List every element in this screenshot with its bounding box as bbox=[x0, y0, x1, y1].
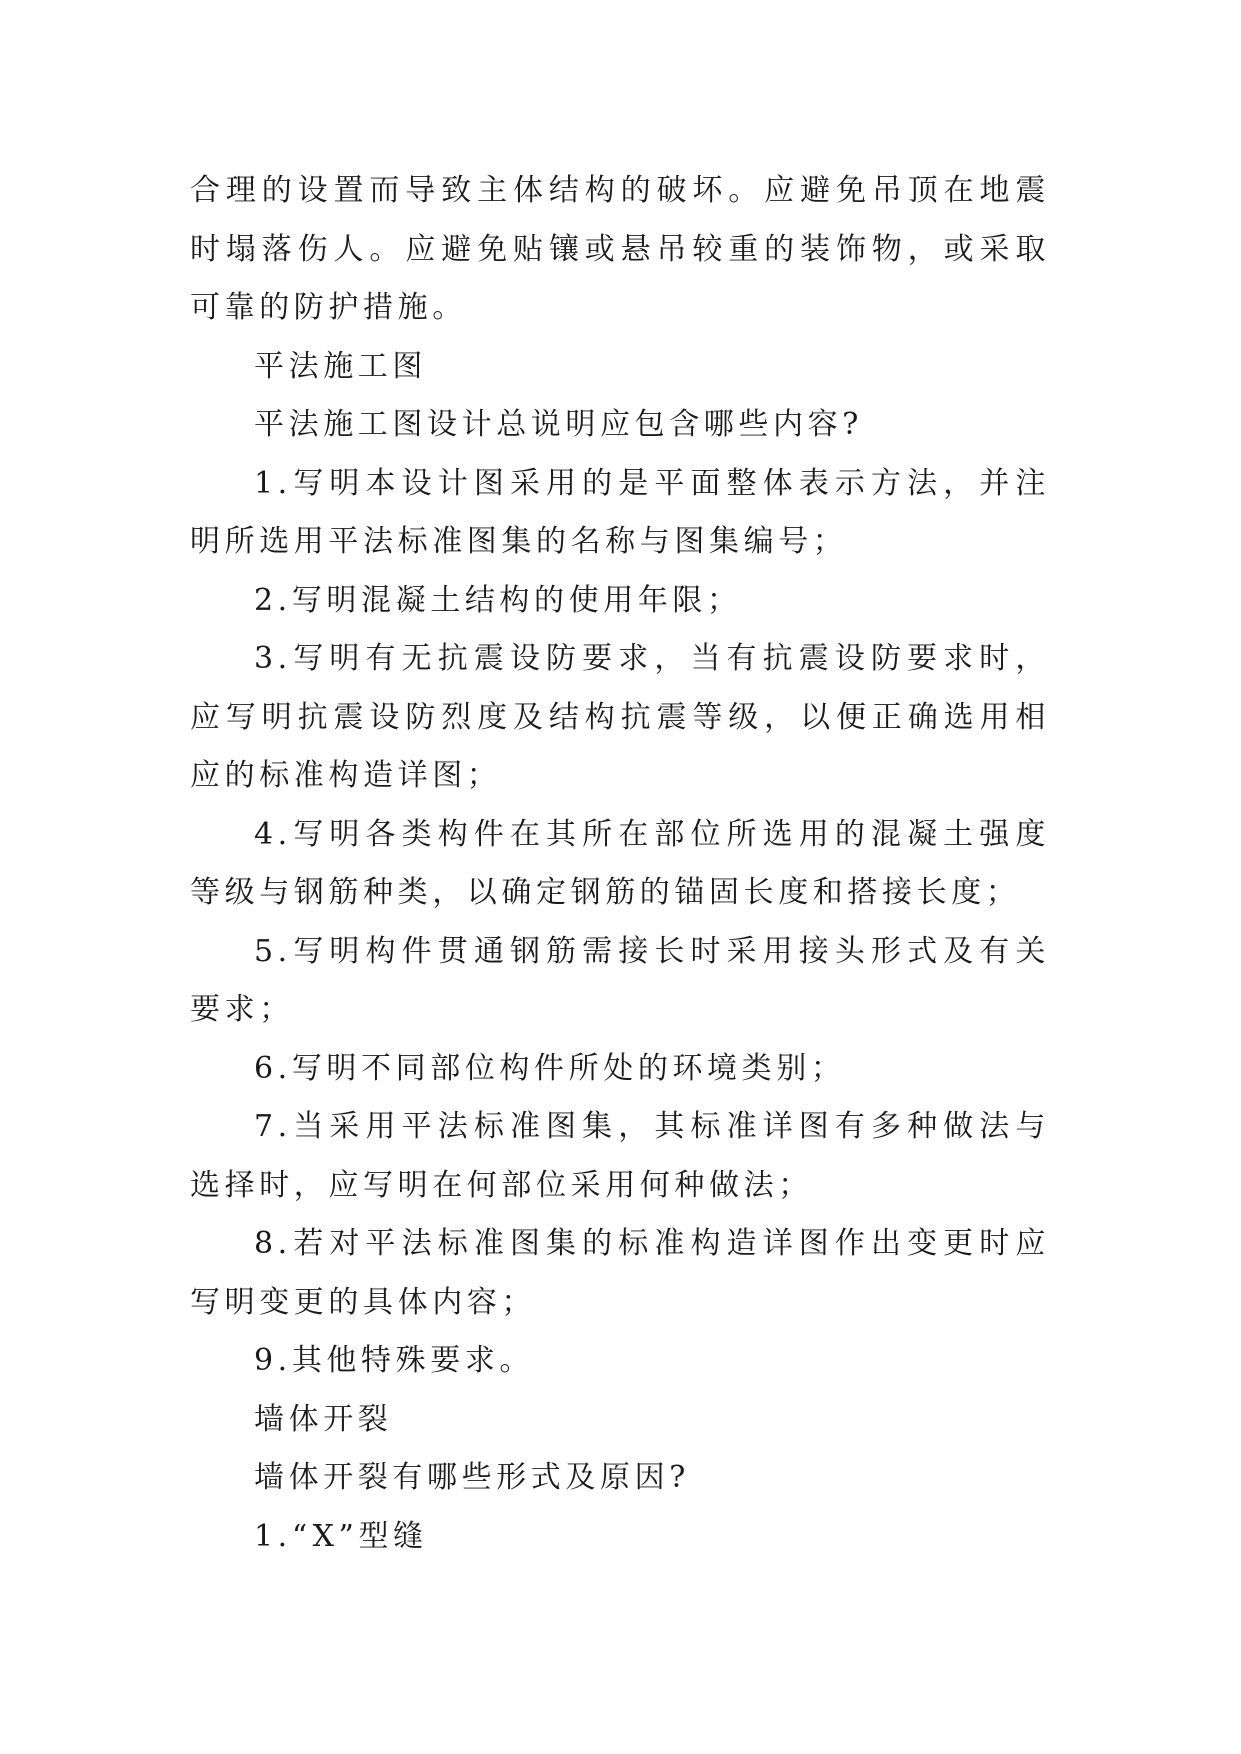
section-heading-pingfa: 平法施工图 bbox=[254, 348, 427, 384]
list-item-9: 9.其他特殊要求。 bbox=[254, 1343, 535, 1378]
crack-type-item-1: 1.“X”型缝 bbox=[254, 1518, 428, 1554]
list-item-6: 6.写明不同部位构件所处的环境类别； bbox=[254, 1050, 846, 1086]
list-item-7: 7.当采用平法标准图集，其标准详图有多种做法与选择时，应写明在何部位采用何种做法； bbox=[190, 1109, 1050, 1203]
list-item-1: 1.写明本设计图采用的是平面整体表示方法，并注明所选用平法标准图集的名称与图集编号； bbox=[190, 465, 1050, 559]
document-body bbox=[190, 162, 1050, 1566]
list-item-2: 2.写明混凝土结构的使用年限； bbox=[254, 582, 742, 618]
list-item-5: 5.写明构件贯通钢筋需接长时采用接头形式及有关要求； bbox=[190, 933, 1050, 1027]
question-pingfa: 平法施工图设计总说明应包含哪些内容? bbox=[254, 407, 863, 442]
section-heading-wall-cracking: 墙体开裂 bbox=[254, 1401, 393, 1437]
list-item-4: 4.写明各类构件在其所在部位所选用的混凝土强度等级与钢筋种类，以确定钢筋的锚固长度和搭接长度； bbox=[190, 816, 1050, 910]
list-item-8: 8.若对平法标准图集的标准构造详图作出变更时应写明变更的具体内容； bbox=[190, 1226, 1050, 1320]
question-wall-cracking: 墙体开裂有哪些形式及原因? bbox=[254, 1460, 690, 1495]
paragraph-continuation: 合理的设置而导致主体结构的破坏。应避免吊顶在地震时塌落伤人。应避免贴镶或悬吊较重的装饰物，或采取可靠的防护措施。 bbox=[190, 173, 1050, 325]
list-item-3: 3.写明有无抗震设防要求，当有抗震设防要求时，应写明抗震设防烈度及结构抗震等级，以便正确选用相应的标准构造详图； bbox=[190, 641, 1050, 793]
